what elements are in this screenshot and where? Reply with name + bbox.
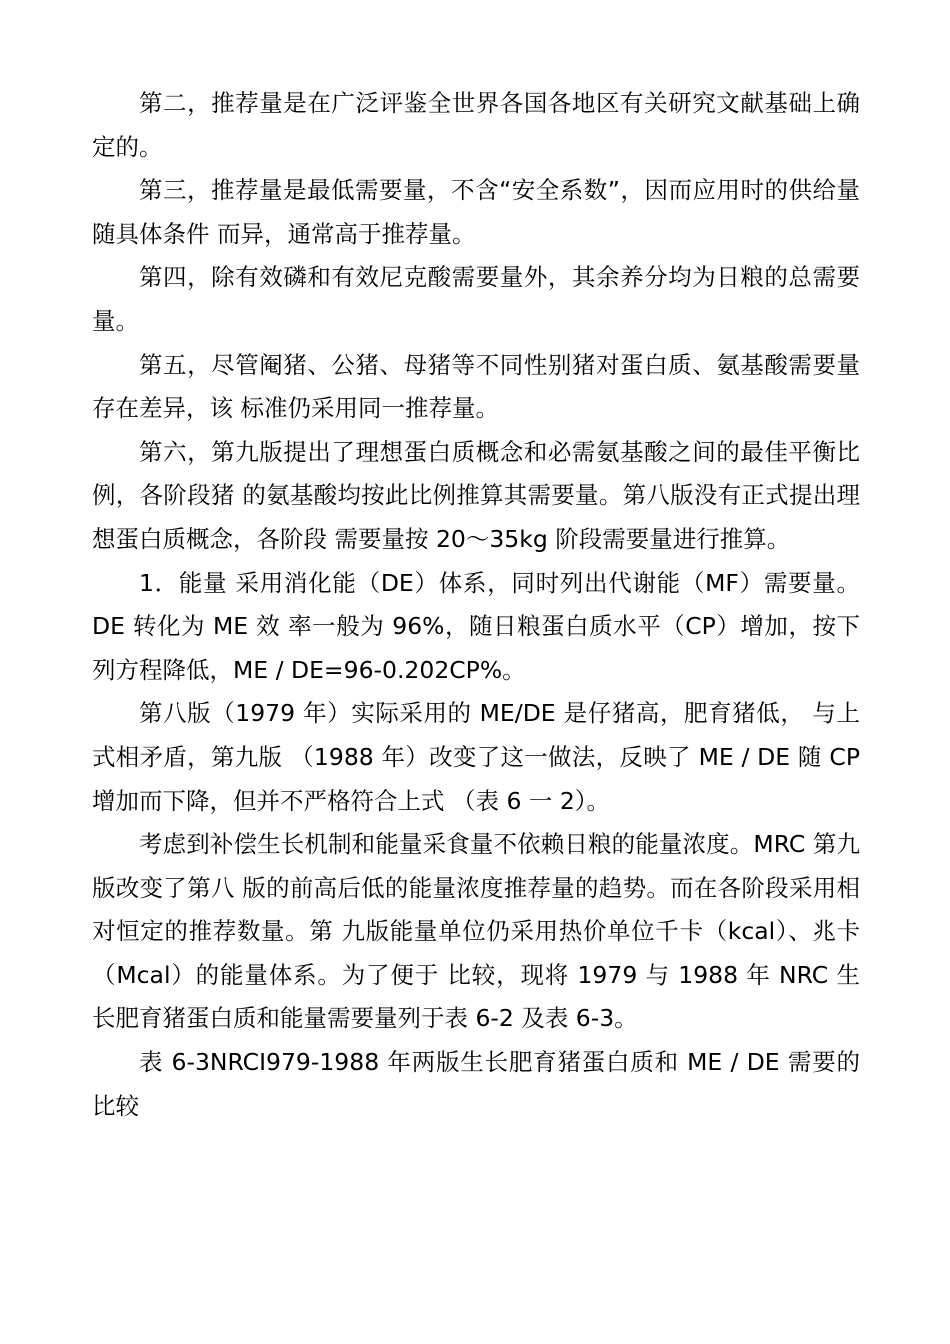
paragraph-eighth-edition: 第八版（1979 年）实际采用的 ME/DE 是仔猪高，肥育猪低， 与上式相矛盾，第九版 （1988 年）改变了这一做法，反映了 ME / DE 随 CP 增加而下降，但并不严格符合上式 （表 6 一 2）。 bbox=[92, 699, 868, 815]
paragraph-fourth-point: 第四，除有效磷和有效尼克酸需要量外，其余养分均为日粮的总需要量。 bbox=[92, 263, 860, 335]
paragraph-fifth-point: 第五，尽管阉猪、公猪、母猪等不同性别猪对蛋白质、氨基酸需要量存在差异，该 标准仍采用同一推荐量。 bbox=[92, 350, 860, 423]
paragraph-compensatory-growth: 考虑到补偿生长机制和能量采食量不依赖日粮的能量浓度。MRC 第九版改变了第八 版的前高后低的能量浓度推荐量的趋势。而在各阶段采用相对恒定的推荐数量。第 九版能量单位仍采用热价单位千卡（kcal）、兆卡（Mcal）的能量体系。为了便于 比较，现将 1979 与 1988 年 NRC 生长肥育猪蛋白质和能量需要量列于表 6-2 及表 6-3。 bbox=[92, 830, 860, 1033]
paragraph-second-point: 第二，推荐量是在广泛评鉴全世界各国各地区有关研究文献基础上确定的。 bbox=[92, 89, 860, 161]
document-page bbox=[92, 82, 868, 1128]
table-caption: 表 6-3NRCI979-1988 年两版生长肥育猪蛋白质和 ME / DE 需要的比较 bbox=[92, 1048, 860, 1120]
paragraph-energy: 1．能量 采用消化能（DE）体系，同时列出代谢能（MF）需要量。 DE 转化为 ME 效 率一般为 96%，随日粮蛋白质水平（CP）增加，按下列方程降低，ME / DE=96-0.202CP%。 bbox=[92, 568, 868, 684]
paragraph-third-point: 第三，推荐量是最低需要量，不含“安全系数”，因而应用时的供给量随具体条件 而异，通常高于推荐量。 bbox=[92, 176, 860, 248]
paragraph-sixth-point: 第六，第九版提出了理想蛋白质概念和必需氨基酸之间的最佳平衡比例，各阶段猪 的氨基酸均按此比例推算其需要量。第八版没有正式提出理想蛋白质概念，各阶段 需要量按 20～35kg 阶段需要量进行推算。 bbox=[92, 437, 860, 553]
